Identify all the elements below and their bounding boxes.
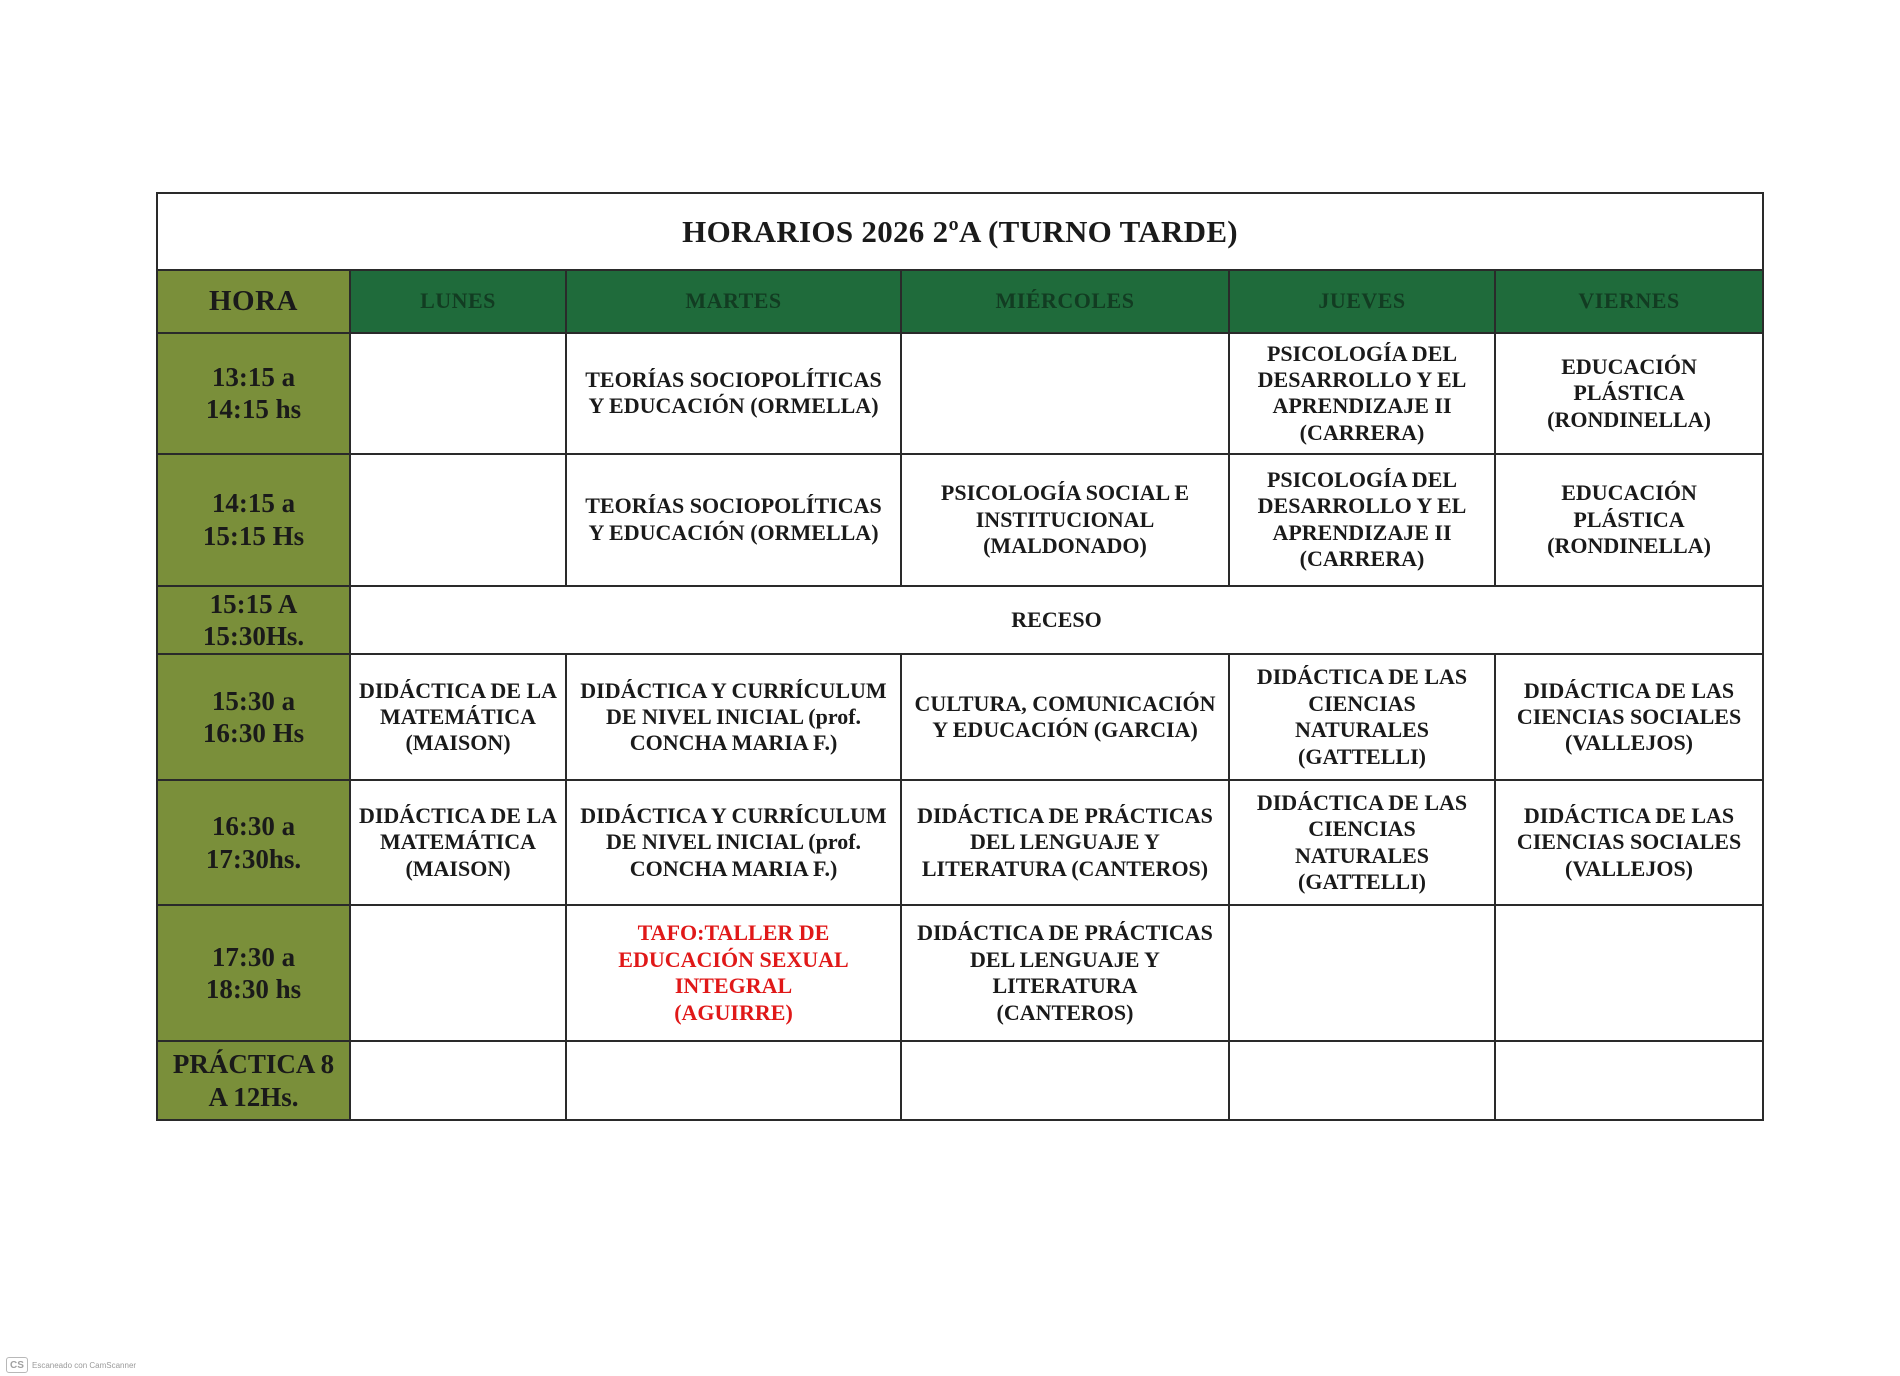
subject-line: DIDÁCTICA DE LA <box>358 677 558 703</box>
subject-line: (GATTELLI) <box>1298 869 1426 895</box>
empty-cell <box>1229 1041 1495 1120</box>
subject-cell <box>350 780 566 905</box>
subject-line: MATEMÁTICA <box>379 703 537 729</box>
subject-line: (CANTEROS) <box>996 999 1134 1025</box>
time-slot-line: 16:30 a <box>211 811 296 842</box>
subject-line: CONCHA MARIA F.) <box>629 730 838 756</box>
subject-cell <box>901 780 1229 905</box>
time-slot-line: 14:15 a <box>211 488 296 519</box>
subject-line: NATURALES <box>1294 842 1430 868</box>
subject-cell <box>1495 780 1763 905</box>
subject-line: DE NIVEL INICIAL (prof. <box>605 829 862 855</box>
time-slot-cell <box>157 454 350 586</box>
subject-line: (RONDINELLA) <box>1547 406 1711 432</box>
header-row <box>157 270 1763 333</box>
time-slot-line: A 12Hs. <box>208 1081 299 1112</box>
time-slot-cell <box>157 905 350 1041</box>
subject-cell <box>901 905 1229 1041</box>
time-slot-line: 18:30 hs <box>205 974 302 1005</box>
time-slot-line: 15:15 A <box>209 588 298 619</box>
subject-line: DIDÁCTICA Y CURRÍCULUM <box>580 803 887 829</box>
subject-line: PSICOLOGÍA SOCIAL E <box>940 480 1190 506</box>
subject-cell <box>1495 333 1763 454</box>
schedule-row <box>157 586 1763 655</box>
subject-line: (RONDINELLA) <box>1547 533 1711 559</box>
subject-line: LITERATURA (CANTEROS) <box>921 855 1209 881</box>
subject-line: (GATTELLI) <box>1298 743 1426 769</box>
time-slot-line: 15:30Hs. <box>202 621 305 652</box>
subject-line: Y EDUCACIÓN (ORMELLA) <box>588 519 879 545</box>
empty-cell <box>350 454 566 586</box>
time-slot-line: 15:15 Hs <box>202 520 305 551</box>
subject-cell <box>901 454 1229 586</box>
time-slot-line: 13:15 a <box>211 361 296 392</box>
subject-line: EDUCACIÓN <box>1561 480 1697 506</box>
subject-cell <box>1229 654 1495 779</box>
time-slot-line: 16:30 Hs <box>202 718 305 749</box>
subject-line: DIDÁCTICA DE LAS <box>1256 789 1468 815</box>
subject-line: EDUCACIÓN <box>1561 353 1697 379</box>
subject-line: (CARRERA) <box>1299 419 1425 445</box>
camscanner-logo-icon: CS <box>6 1357 28 1373</box>
time-slot-cell <box>157 1041 350 1120</box>
subject-line: NATURALES <box>1294 717 1430 743</box>
time-slot-line: 17:30 a <box>211 941 296 972</box>
time-slot-cell <box>157 586 350 655</box>
schedule-row <box>157 905 1763 1041</box>
subject-line: CIENCIAS <box>1308 816 1416 842</box>
subject-line: PSICOLOGÍA DEL <box>1266 467 1458 493</box>
time-slot-cell <box>157 333 350 454</box>
time-slot-line: 17:30hs. <box>205 843 302 874</box>
subject-line: CIENCIAS <box>1308 690 1416 716</box>
time-slot-line: 14:15 hs <box>205 394 302 425</box>
subject-line: TEORÍAS SOCIOPOLÍTICAS <box>585 493 882 519</box>
subject-line: DIDÁCTICA DE LAS <box>1523 677 1735 703</box>
schedule-row <box>157 780 1763 905</box>
subject-line: DESARROLLO Y EL <box>1257 493 1467 519</box>
hora-header: HORA <box>157 270 350 333</box>
schedule-title: HORARIOS 2026 2ºA (TURNO TARDE) <box>157 193 1763 270</box>
subject-line: DIDÁCTICA Y CURRÍCULUM <box>580 677 887 703</box>
subject-cell <box>1495 654 1763 779</box>
subject-line: (MAISON) <box>405 855 511 881</box>
subject-line: (VALLEJOS) <box>1565 855 1694 881</box>
subject-cell <box>566 654 901 779</box>
subject-cell <box>1229 333 1495 454</box>
subject-line: DIDÁCTICA DE PRÁCTICAS <box>917 920 1213 946</box>
subject-line: (VALLEJOS) <box>1565 730 1694 756</box>
day-header-lunes: LUNES <box>350 270 566 333</box>
subject-line: TAFO:TALLER DE <box>637 920 830 946</box>
subject-line: (MALDONADO) <box>983 533 1147 559</box>
subject-line: INTEGRAL <box>674 973 793 999</box>
empty-cell <box>901 333 1229 454</box>
schedule-row <box>157 454 1763 586</box>
subject-line: CULTURA, COMUNICACIÓN <box>914 690 1216 716</box>
subject-line: CIENCIAS SOCIALES <box>1516 829 1742 855</box>
subject-line: TEORÍAS SOCIOPOLÍTICAS <box>585 366 882 392</box>
subject-line: PLÁSTICA <box>1573 506 1685 532</box>
empty-cell <box>566 1041 901 1120</box>
subject-line: APRENDIZAJE II <box>1272 393 1452 419</box>
subject-line: PLÁSTICA <box>1573 380 1685 406</box>
day-header-martes: MARTES <box>566 270 901 333</box>
scanner-watermark-text: Escaneado con CamScanner <box>32 1360 137 1370</box>
subject-cell <box>566 333 901 454</box>
time-slot-cell <box>157 780 350 905</box>
scanner-watermark <box>6 1358 136 1372</box>
empty-cell <box>1229 905 1495 1041</box>
schedule-row <box>157 333 1763 454</box>
subject-line: DIDÁCTICA DE PRÁCTICAS <box>917 803 1213 829</box>
subject-cell <box>566 905 901 1041</box>
subject-line: PSICOLOGÍA DEL <box>1266 340 1458 366</box>
empty-cell <box>350 905 566 1041</box>
subject-cell <box>566 454 901 586</box>
subject-line: EDUCACIÓN SEXUAL <box>618 946 849 972</box>
time-slot-line: PRÁCTICA 8 <box>172 1049 335 1080</box>
subject-line: DEL LENGUAJE Y <box>970 829 1160 855</box>
subject-line: (CARRERA) <box>1299 546 1425 572</box>
day-header-jueves: JUEVES <box>1229 270 1495 333</box>
subject-line: DE NIVEL INICIAL (prof. <box>605 703 862 729</box>
subject-line: Y EDUCACIÓN (GARCIA) <box>932 717 1198 743</box>
subject-line: APRENDIZAJE II <box>1272 519 1452 545</box>
subject-line: MATEMÁTICA <box>379 829 537 855</box>
subject-line: DIDÁCTICA DE LA <box>358 803 558 829</box>
empty-cell <box>350 1041 566 1120</box>
schedule-row <box>157 654 1763 779</box>
time-slot-line: 15:30 a <box>211 685 296 716</box>
subject-line: CONCHA MARIA F.) <box>629 855 838 881</box>
empty-cell <box>901 1041 1229 1120</box>
subject-line: DESARROLLO Y EL <box>1257 366 1467 392</box>
day-header-viernes: VIERNES <box>1495 270 1763 333</box>
recess-cell: RECESO <box>350 586 1763 655</box>
subject-line: (AGUIRRE) <box>674 999 793 1025</box>
empty-cell <box>350 333 566 454</box>
day-header-miercoles: MIÉRCOLES <box>901 270 1229 333</box>
subject-line: LITERATURA <box>992 973 1138 999</box>
schedule-row <box>157 1041 1763 1120</box>
schedule-table <box>156 192 1764 1121</box>
subject-cell <box>350 654 566 779</box>
subject-cell <box>1229 780 1495 905</box>
subject-line: INSTITUCIONAL <box>975 506 1155 532</box>
subject-cell <box>901 654 1229 779</box>
subject-cell <box>1495 454 1763 586</box>
time-slot-cell <box>157 654 350 779</box>
subject-line: DEL LENGUAJE Y <box>970 946 1160 972</box>
subject-line: Y EDUCACIÓN (ORMELLA) <box>588 393 879 419</box>
empty-cell <box>1495 1041 1763 1120</box>
subject-line: DIDÁCTICA DE LAS <box>1256 664 1468 690</box>
subject-line: (MAISON) <box>405 730 511 756</box>
subject-line: DIDÁCTICA DE LAS <box>1523 803 1735 829</box>
subject-cell <box>1229 454 1495 586</box>
subject-line: CIENCIAS SOCIALES <box>1516 703 1742 729</box>
subject-cell <box>566 780 901 905</box>
empty-cell <box>1495 905 1763 1041</box>
